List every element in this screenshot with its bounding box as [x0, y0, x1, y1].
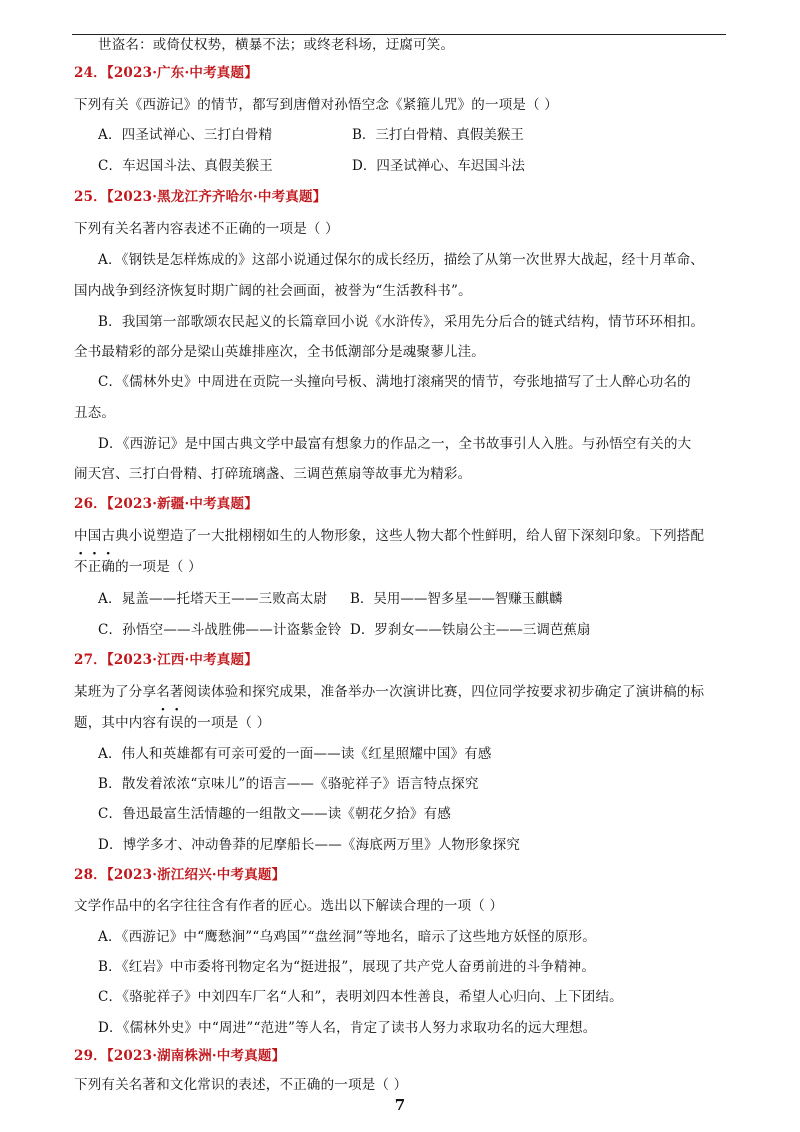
- q25-option-a-line2: 国内战争到经济恢复时期广阔的社会画面，被誉为“生活教科书”。: [74, 283, 472, 299]
- q26-emphasis-dotted: [74, 559, 115, 575]
- q28-header: 28．【2023·浙江绍兴·中考真题】: [74, 867, 286, 883]
- q27-stem-line1: 某班为了分享名著阅读体验和探究成果，准备举办一次演讲比赛，四位同学按要求初步确定了演讲稿的标: [74, 684, 705, 700]
- q25-header: 25．【2023·黑龙江齐齐哈尔·中考真题】: [74, 189, 327, 205]
- emphasis-char: 有: [156, 715, 170, 731]
- q26-option-d: D．罗刹女——铁扇公主——三调芭蕉扇: [350, 622, 591, 638]
- q25-option-d-line2: 闹天宫、三打白骨精、打碎琉璃盏、三调芭蕉扇等故事尤为精彩。: [74, 466, 472, 482]
- q25-option-b-line1: B．我国第一部歌颂农民起义的长篇章回小说《水浒传》，采用先分后合的链式结构，情节环环相扣。: [98, 314, 705, 330]
- q26-option-b: B．吴用——智多星——智赚玉麒麟: [350, 591, 563, 607]
- q27-option-b: B．散发着浓浓“京味儿”的语言——《骆驼祥子》语言特点探究: [98, 776, 479, 792]
- q26-stem-line2-rest: 的一项是（ ）: [115, 559, 202, 575]
- q25-stem: 下列有关名著内容表述不正确的一项是（ ）: [74, 221, 339, 237]
- q26-header: 26．【2023·新疆·中考真题】: [74, 496, 258, 512]
- q28-option-a: A．《西游记》中“鹰愁涧”“乌鸡国”“盘丝洞”等地名，暗示了这些地方妖怪的原形。: [98, 929, 596, 945]
- q27-stem-line2-rest: 的一项是（ ）: [183, 715, 271, 731]
- page-number: 7: [394, 1096, 406, 1114]
- q28-stem: 文学作品中的名字往往含有作者的匠心。选出以下解读合理的一项（ ）: [74, 898, 504, 914]
- q27-stem-line2: [74, 714, 270, 732]
- q29-stem: 下列有关名著和文化常识的表述，不正确的一项是（ ）: [74, 1077, 408, 1093]
- q24-option-d: D．四圣试禅心、车迟国斗法: [352, 158, 525, 174]
- q26-stem-line2: [74, 558, 202, 576]
- q24-option-b: B．三打白骨精、真假美猴王: [352, 127, 524, 143]
- emphasis-char: 正: [87, 559, 102, 575]
- emphasis-char: 不: [74, 559, 88, 575]
- q24-header: 24．【2023·广东·中考真题】: [74, 65, 258, 81]
- q28-option-b: B．《红岩》中市委将刊物定名为“挺进报”，展现了共产党人奋勇前进的斗争精神。: [98, 959, 596, 975]
- emphasis-char: 误: [169, 715, 184, 731]
- q25-option-a-line1: A．《钢铁是怎样炼成的》这部小说通过保尔的成长经历，描绘了从第一次世界大战起，经十月革命、: [98, 252, 704, 268]
- q28-option-d: D．《儒林外史》中“周进”“范进”等人名，肯定了读书人努力求取功名的远大理想。: [98, 1020, 597, 1036]
- q25-option-c-line1: C．《儒林外史》中周进在贡院一头撞向号板、满地打滚痛哭的情节，夸张地描写了士人醉心功名的: [98, 374, 691, 390]
- q27-header: 27．【2023·江西·中考真题】: [74, 652, 258, 668]
- q26-option-c: C．孙悟空——斗战胜佛——计盗紫金铃: [98, 622, 342, 638]
- continued-text: 世盗名：或倚仗权势，横暴不法；或终老科场，迂腐可笑。: [98, 37, 455, 53]
- q27-stem-line2-pre: 题，其中内容: [74, 715, 157, 731]
- q24-option-a: A．四圣试禅心、三打白骨精: [98, 127, 273, 143]
- q26-option-a: A．晁盖——托塔天王——三败高太尉: [98, 591, 328, 607]
- q25-option-d-line1: D．《西游记》是中国古典文学中最富有想象力的作品之一，全书故事引人入胜。与孙悟空有关的大: [98, 436, 692, 452]
- q27-option-d: D．博学多才、冲动鲁莽的尼摩船长——《海底两万里》人物形象探究: [98, 837, 521, 853]
- q24-option-c: C．车迟国斗法、真假美猴王: [98, 158, 273, 174]
- q27-option-a: A．伟人和英雄都有可亲可爱的一面——读《红星照耀中国》有感: [98, 746, 492, 762]
- q25-option-c-line2: 丑态。: [74, 405, 116, 421]
- q27-emphasis-dotted: [156, 715, 183, 731]
- q29-header: 29．【2023·湖南株洲·中考真题】: [74, 1048, 286, 1064]
- q25-option-b-line2: 全书最精彩的部分是梁山英雄排座次，全书低潮部分是魂聚蓼儿洼。: [74, 344, 485, 360]
- q26-stem-line1: 中国古典小说塑造了一大批栩栩如生的人物形象，这些人物大都个性鲜明，给人留下深刻印象。下列搭配: [74, 528, 705, 544]
- q28-option-c: C．《骆驼祥子》中刘四车厂名“人和”，表明刘四本性善良，希望人心归向、上下团结。: [98, 989, 623, 1005]
- q27-option-c: C．鲁迅最富生活情趣的一组散文——读《朝花夕拾》有感: [98, 806, 452, 822]
- emphasis-char: 确: [101, 559, 116, 575]
- q24-stem: 下列有关《西游记》的情节，都写到唐僧对孙悟空念《紧箍儿咒》的一项是（ ）: [74, 97, 558, 113]
- header-rule: [72, 34, 726, 35]
